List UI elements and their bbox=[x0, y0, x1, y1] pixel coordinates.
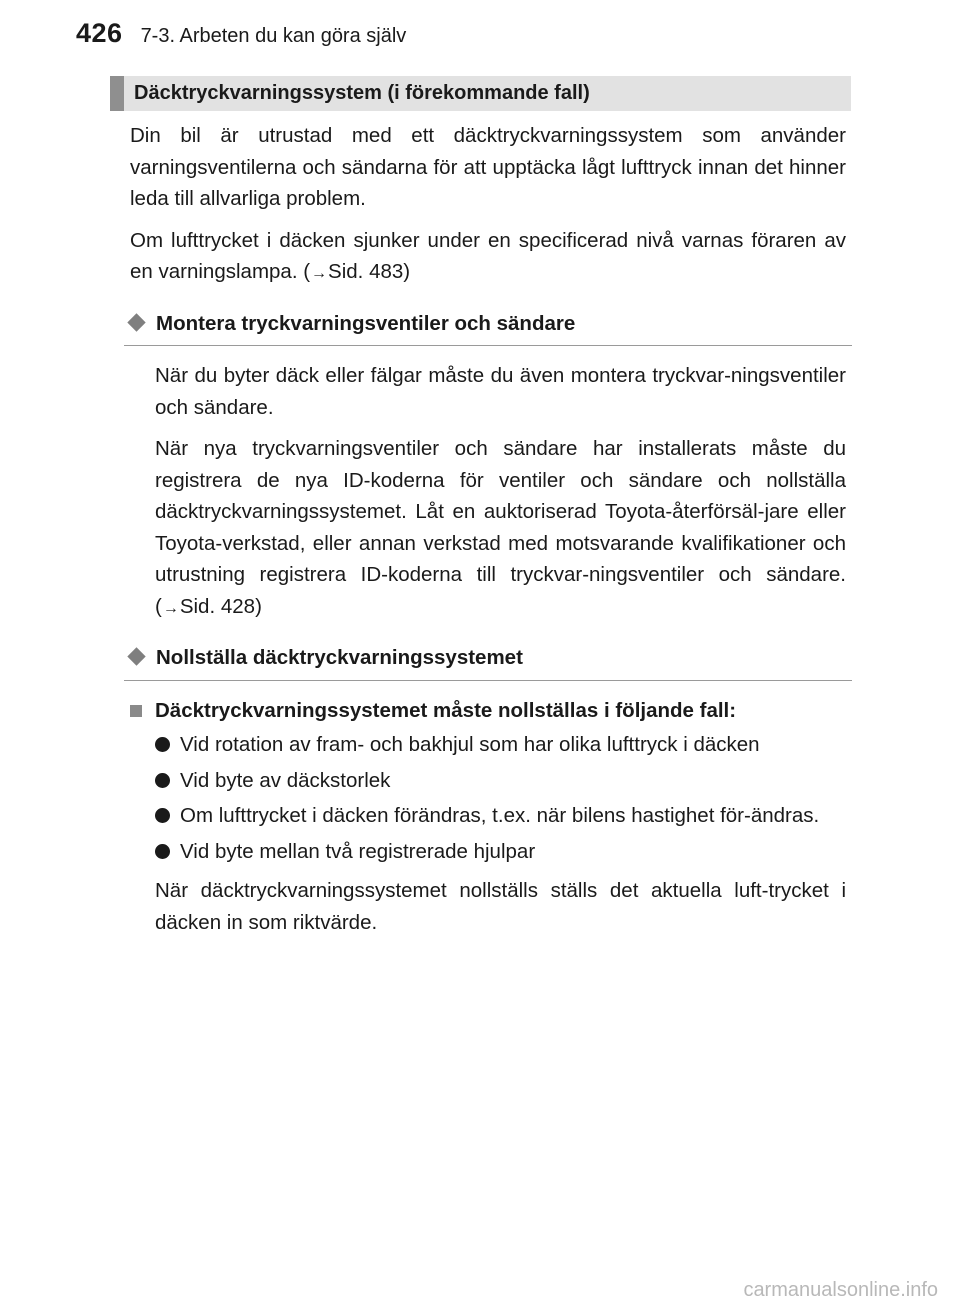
bullet-dot-icon bbox=[155, 773, 170, 788]
list-item bbox=[130, 765, 846, 797]
page-header bbox=[76, 18, 406, 49]
watermark: carmanualsonline.info bbox=[743, 1279, 938, 1301]
section-title: Däcktryckvarningssystem (i förekommande fall) bbox=[134, 82, 590, 104]
list-item-text: Vid byte av däckstorlek bbox=[180, 768, 391, 792]
reset-cases-heading-text: Däcktryckvarningssystemet måste nollställas i följande fall: bbox=[155, 698, 737, 722]
subheading-install-valves bbox=[124, 308, 852, 347]
intro-paragraph-1: Din bil är utrustad med ett däcktryckvarningssystem som använder varningsventilerna och sändarna för att upptäcka lågt lufttryck innan det hinner leda till allvarliga problem. bbox=[130, 124, 846, 210]
page-reference-link[interactable]: Sid. 483 bbox=[328, 260, 404, 283]
page-number: 426 bbox=[76, 18, 123, 48]
list-item-text: Vid byte mellan två registrerade hjulpar bbox=[180, 839, 536, 863]
bullet-dot-icon bbox=[155, 737, 170, 752]
diamond-bullet-icon bbox=[127, 313, 145, 331]
subheading-reset-system bbox=[124, 642, 852, 681]
list-item bbox=[130, 729, 846, 761]
diamond-bullet-icon bbox=[127, 647, 145, 665]
subheading-reset-system-text: Nollställa däcktryckvarningssystemet bbox=[156, 646, 523, 669]
intro-paragraph-2 bbox=[130, 225, 846, 290]
install-paragraph-1: När du byter däck eller fälgar måste du även montera tryckvar-ningsventiler och sändare. bbox=[155, 364, 846, 419]
reset-cases-heading bbox=[130, 695, 846, 727]
arrow-right-icon: → bbox=[311, 265, 328, 282]
arrow-right-icon: → bbox=[162, 599, 179, 617]
page-content bbox=[130, 120, 846, 948]
section-title-bar bbox=[110, 76, 851, 111]
list-item bbox=[130, 836, 846, 868]
install-paragraph-2-text: När nya tryckvarningsventiler och sändare har installerats måste du registrera de nya ID-koderna för ventiler och sändare och nollställa däcktryckvarningssystemet. Låt en auktoriserad Toyota-återförsäl-jare eller Toyota-verkstad, eller annan verkstad med motsvarande kvalifikationer och utrustning registrera ID-koderna till tryckvar-ningsventiler och sändare. ( bbox=[155, 437, 846, 618]
section-path: 7-3. Arbeten du kan göra själv bbox=[140, 25, 407, 47]
subheading-install-valves-text: Montera tryckvarningsventiler och sändare bbox=[156, 311, 576, 335]
intro-paragraph-2-end: ) bbox=[403, 260, 411, 283]
reset-closing-paragraph: När däcktryckvarningssystemet nollställs ställs det aktuella luft-trycket i däcken in som riktvärde. bbox=[155, 879, 846, 934]
install-paragraph-2 bbox=[130, 433, 846, 624]
bullet-dot-icon bbox=[155, 844, 170, 859]
install-paragraph-2-end: ) bbox=[255, 594, 262, 618]
page-reference-link[interactable]: Sid. 428 bbox=[179, 594, 256, 618]
square-bullet-icon bbox=[130, 705, 142, 717]
list-item bbox=[130, 800, 846, 832]
list-item-text: Vid rotation av fram- och bakhjul som har olika lufttryck i däcken bbox=[180, 733, 760, 756]
list-item-text: Om lufttrycket i däcken förändras, t.ex. när bilens hastighet för-ändras. bbox=[180, 804, 820, 827]
bullet-dot-icon bbox=[155, 808, 170, 823]
intro-paragraph-2-text: Om lufttrycket i däcken sjunker under en specificerad nivå varnas föraren av en varningslampa. ( bbox=[130, 228, 846, 283]
